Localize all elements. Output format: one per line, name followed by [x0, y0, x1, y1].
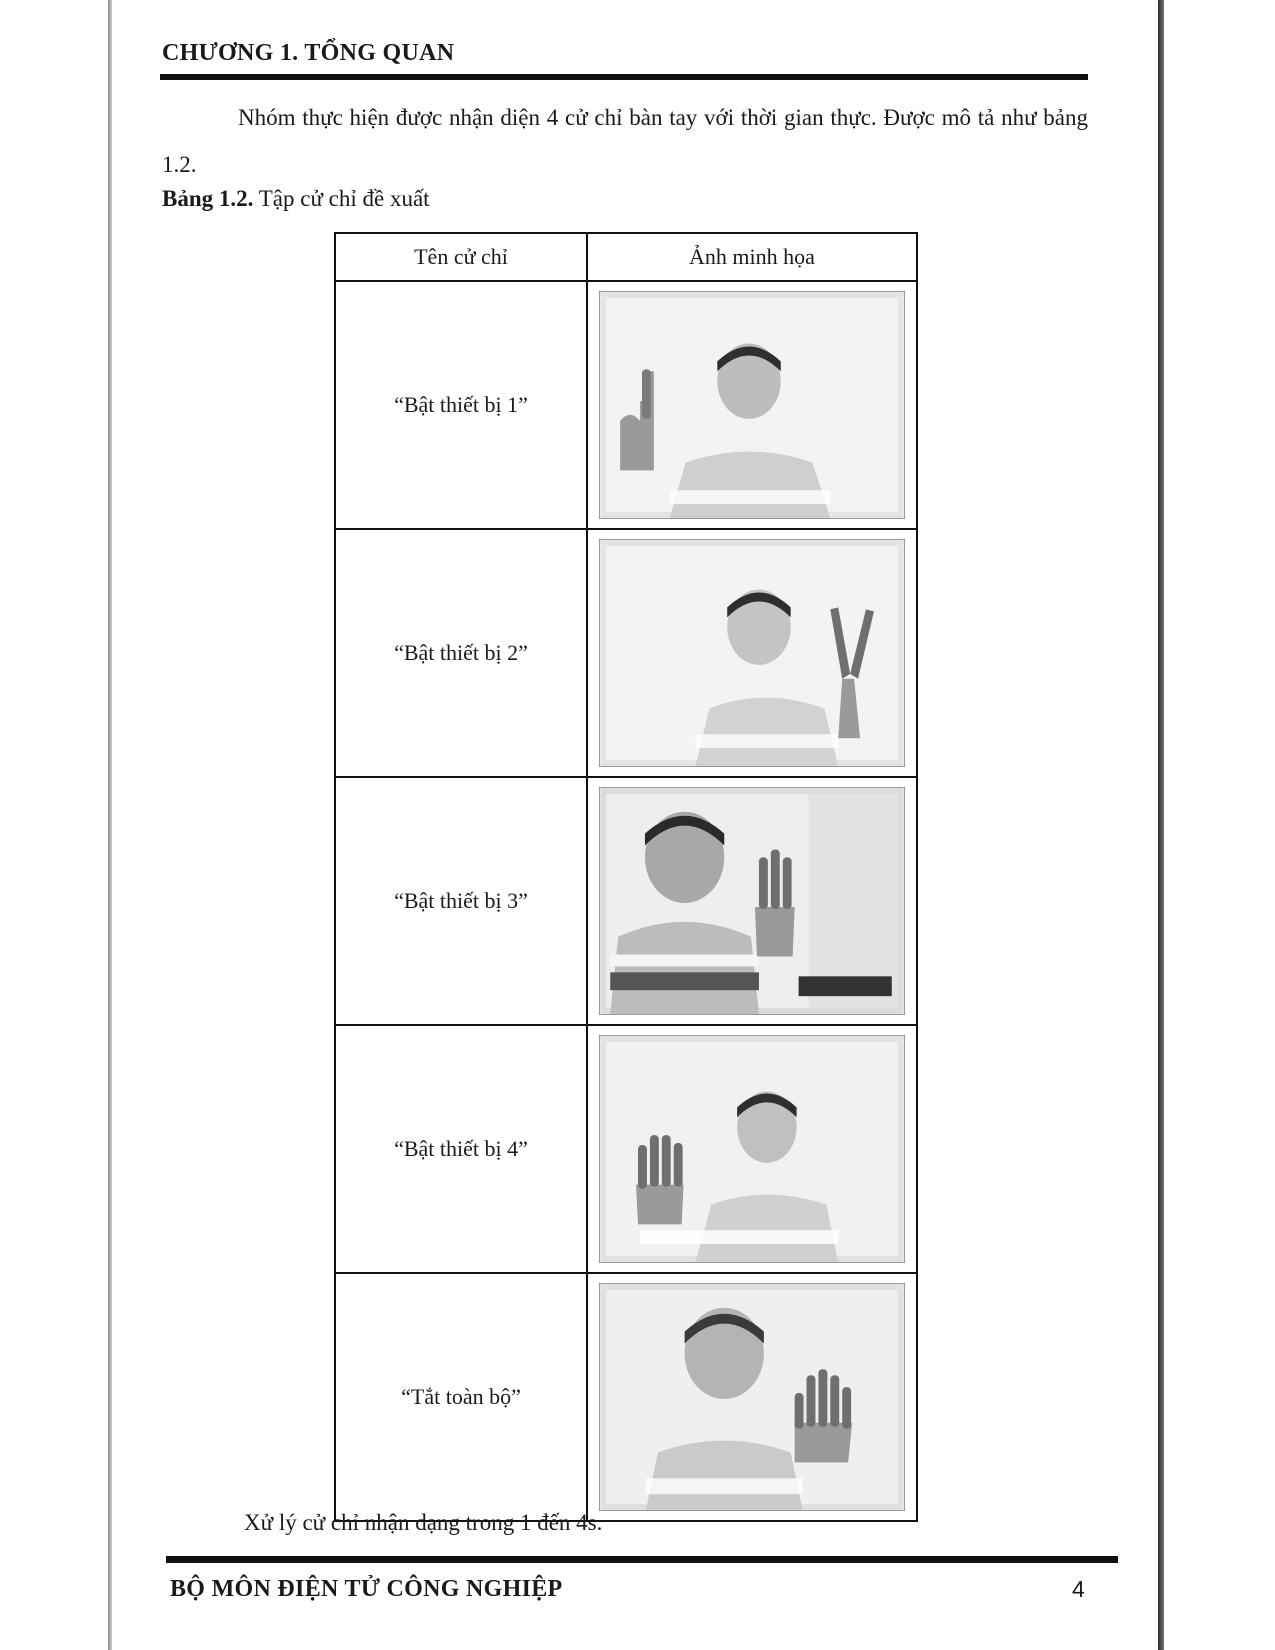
illustration-cell: [587, 1273, 917, 1521]
table-row: [335, 1025, 917, 1273]
scan-edge-right: [1158, 0, 1164, 1650]
gesture-photo-two-fingers: [599, 539, 905, 767]
illustration-cell: [587, 281, 917, 529]
gesture-photo-open-palm: [599, 1283, 905, 1511]
table-row: [335, 281, 917, 529]
header-rule: [160, 74, 1088, 80]
illustration-cell: [587, 1025, 917, 1273]
header-gesture-name: Tên cử chỉ: [335, 233, 587, 281]
page-number: 4: [1072, 1576, 1085, 1602]
caption-text: Tập cử chỉ đề xuất: [253, 186, 430, 211]
table-row: [335, 1273, 917, 1521]
chapter-title: CHƯƠNG 1. TỔNG QUAN: [162, 40, 455, 66]
processing-note: Xử lý cử chỉ nhận dạng trong 1 đến 4s.: [244, 1510, 603, 1535]
table-header-row: [335, 233, 917, 281]
department-name: BỘ MÔN ĐIỆN TỬ CÔNG NGHIỆP: [170, 1576, 563, 1602]
gesture-name: “Bật thiết bị 1”: [335, 281, 587, 529]
caption-label: Bảng 1.2.: [162, 186, 254, 211]
table-caption: [162, 186, 430, 212]
header-illustration: Ảnh minh họa: [587, 233, 917, 281]
illustration-cell: [587, 777, 917, 1025]
gesture-photo-four-fingers: [599, 1035, 905, 1263]
gesture-name: “Bật thiết bị 2”: [335, 529, 587, 777]
gesture-table: [334, 232, 918, 1522]
footer-rule: [166, 1556, 1118, 1563]
gesture-name: “Bật thiết bị 4”: [335, 1025, 587, 1273]
table-row: [335, 529, 917, 777]
gesture-photo-one-finger: [599, 291, 905, 519]
gesture-name: “Tắt toàn bộ”: [335, 1273, 587, 1521]
scan-edge-left: [108, 0, 112, 1650]
gesture-photo-three-fingers: [599, 787, 905, 1015]
gesture-name: “Bật thiết bị 3”: [335, 777, 587, 1025]
table-row: [335, 777, 917, 1025]
illustration-cell: [587, 529, 917, 777]
intro-paragraph: Nhóm thực hiện được nhận diện 4 cử chỉ bàn tay với thời gian thực. Được mô tả như bảng 1.2.: [162, 105, 1088, 177]
